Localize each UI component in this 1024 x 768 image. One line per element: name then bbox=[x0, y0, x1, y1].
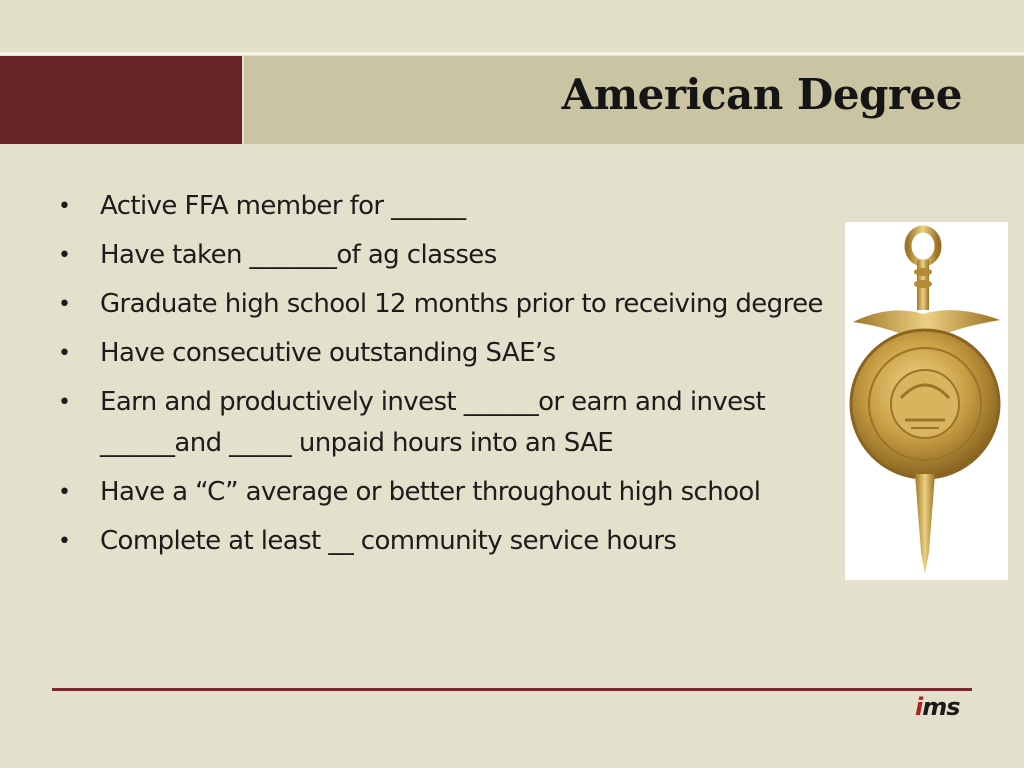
bullet-text: Have consecutive outstanding SAE’s bbox=[100, 338, 556, 368]
bullet-item bbox=[58, 235, 848, 276]
slide-title: American Degree bbox=[561, 70, 962, 119]
bullet-item bbox=[58, 382, 848, 464]
top-strip bbox=[0, 0, 1024, 52]
bullet-glyph: • bbox=[58, 194, 71, 219]
bullet-item bbox=[58, 472, 848, 513]
bullet-text: Graduate high school 12 months prior to receiving degree bbox=[100, 289, 823, 319]
bullet-glyph: • bbox=[58, 529, 71, 554]
american-degree-pin-image bbox=[845, 222, 1008, 580]
bullet-text: Active FFA member for ______ bbox=[100, 191, 466, 221]
bullet-text: Earn and productively invest ______or earn and invest ______and _____ unpaid hours into an SAE bbox=[100, 387, 766, 458]
bullet-item bbox=[58, 333, 848, 374]
bullet-glyph: • bbox=[58, 243, 71, 268]
bullet-item bbox=[58, 521, 848, 562]
ffa-emblem-pin-icon bbox=[845, 222, 1008, 580]
bullet-item bbox=[58, 284, 848, 325]
bullet-list bbox=[58, 186, 848, 570]
header-accent-block bbox=[0, 56, 242, 144]
bullet-glyph: • bbox=[58, 480, 71, 505]
footer-divider bbox=[52, 688, 972, 691]
top-divider bbox=[0, 52, 1024, 55]
bullet-glyph: • bbox=[58, 390, 71, 415]
bullet-item bbox=[58, 186, 848, 227]
bullet-text: Have a “C” average or better throughout high school bbox=[100, 477, 761, 507]
bullet-glyph: • bbox=[58, 292, 71, 317]
ims-logo: ims bbox=[915, 693, 960, 721]
bullet-text: Complete at least __ community service hours bbox=[100, 526, 677, 556]
bullet-glyph: • bbox=[58, 341, 71, 366]
bullet-text: Have taken _______of ag classes bbox=[100, 240, 497, 270]
